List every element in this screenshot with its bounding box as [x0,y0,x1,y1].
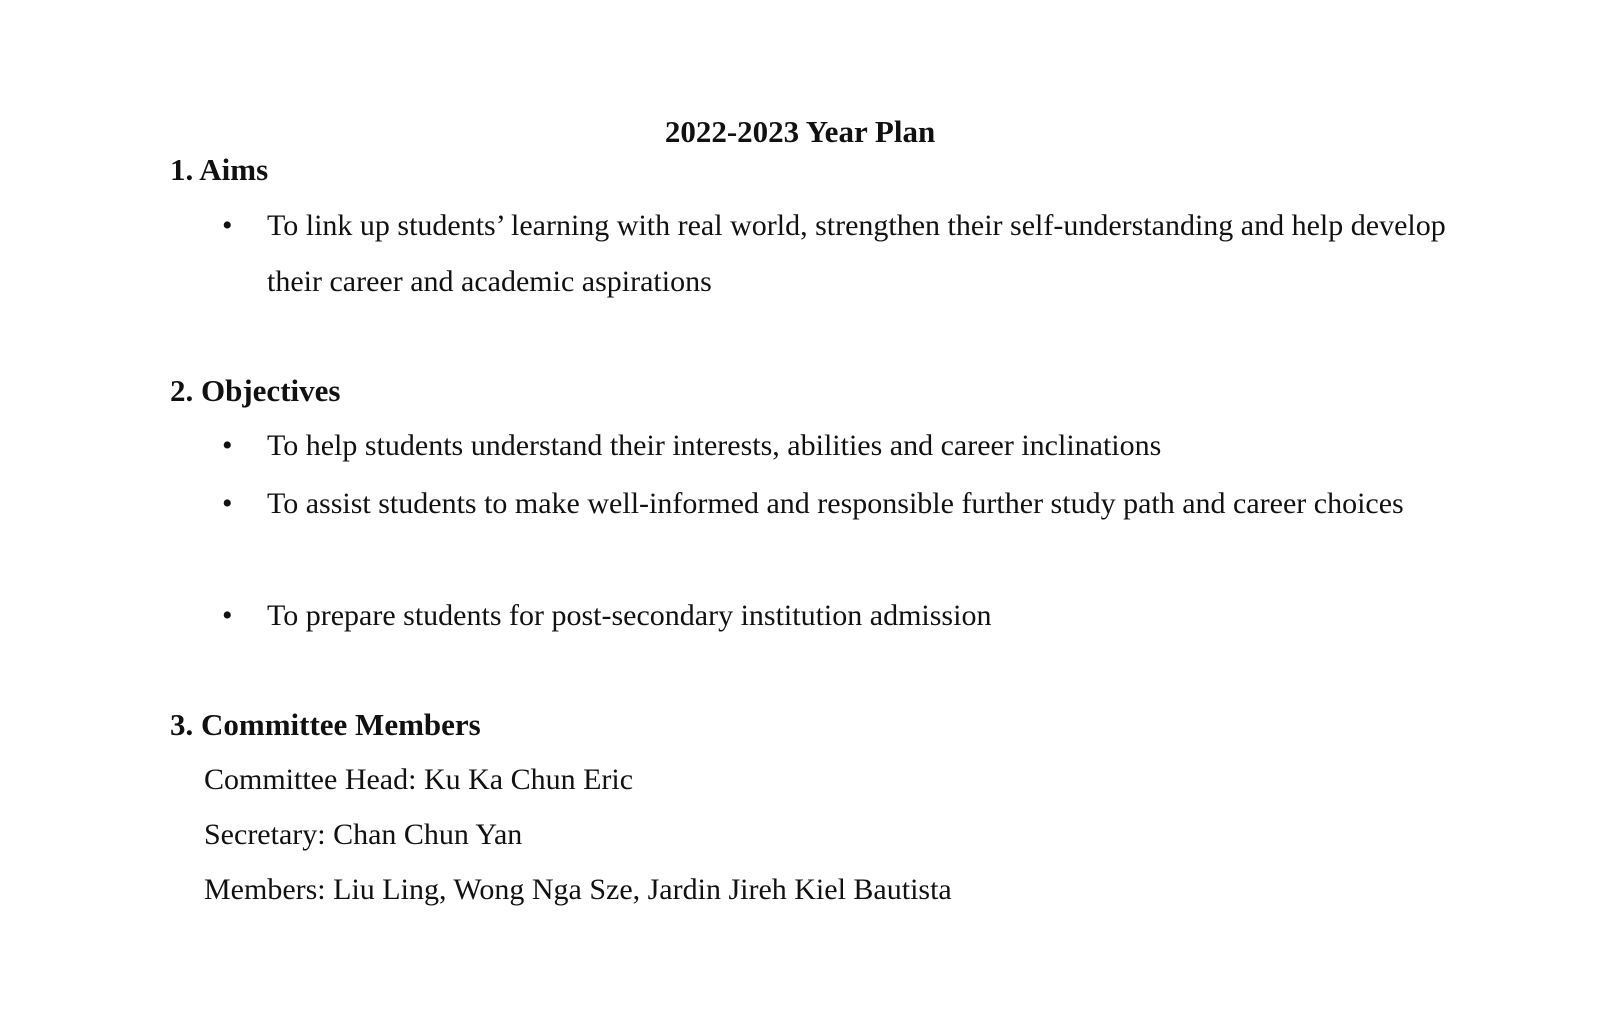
committee-head-line: Committee Head: Ku Ka Chun Eric [204,763,634,796]
aims-item-1: To link up students’ learning with real world, strengthen their self-understanding and help develop their career and academic aspirations [267,209,1446,298]
secretary-line: Secretary: Chan Chun Yan [204,818,523,851]
section-heading-committee: 3. Committee Members [170,707,481,742]
bullet-icon: • [222,209,233,242]
bullet-icon: • [222,487,233,520]
objectives-item-2: To assist students to make well-informed and responsible further study path and career choices [267,487,1404,520]
section-heading-objectives: 2. Objectives [170,373,341,408]
bullet-icon: • [222,599,233,632]
members-line: Members: Liu Ling, Wong Nga Sze, Jardin Jireh Kiel Bautista [204,873,952,906]
objectives-item-1: To help students understand their interests, abilities and career inclinations [267,429,1162,462]
objectives-item-3: To prepare students for post-secondary institution admission [267,599,992,632]
bullet-icon: • [222,429,233,462]
document-title: 2022-2023 Year Plan [664,114,936,149]
section-heading-aims: 1. Aims [170,152,269,187]
